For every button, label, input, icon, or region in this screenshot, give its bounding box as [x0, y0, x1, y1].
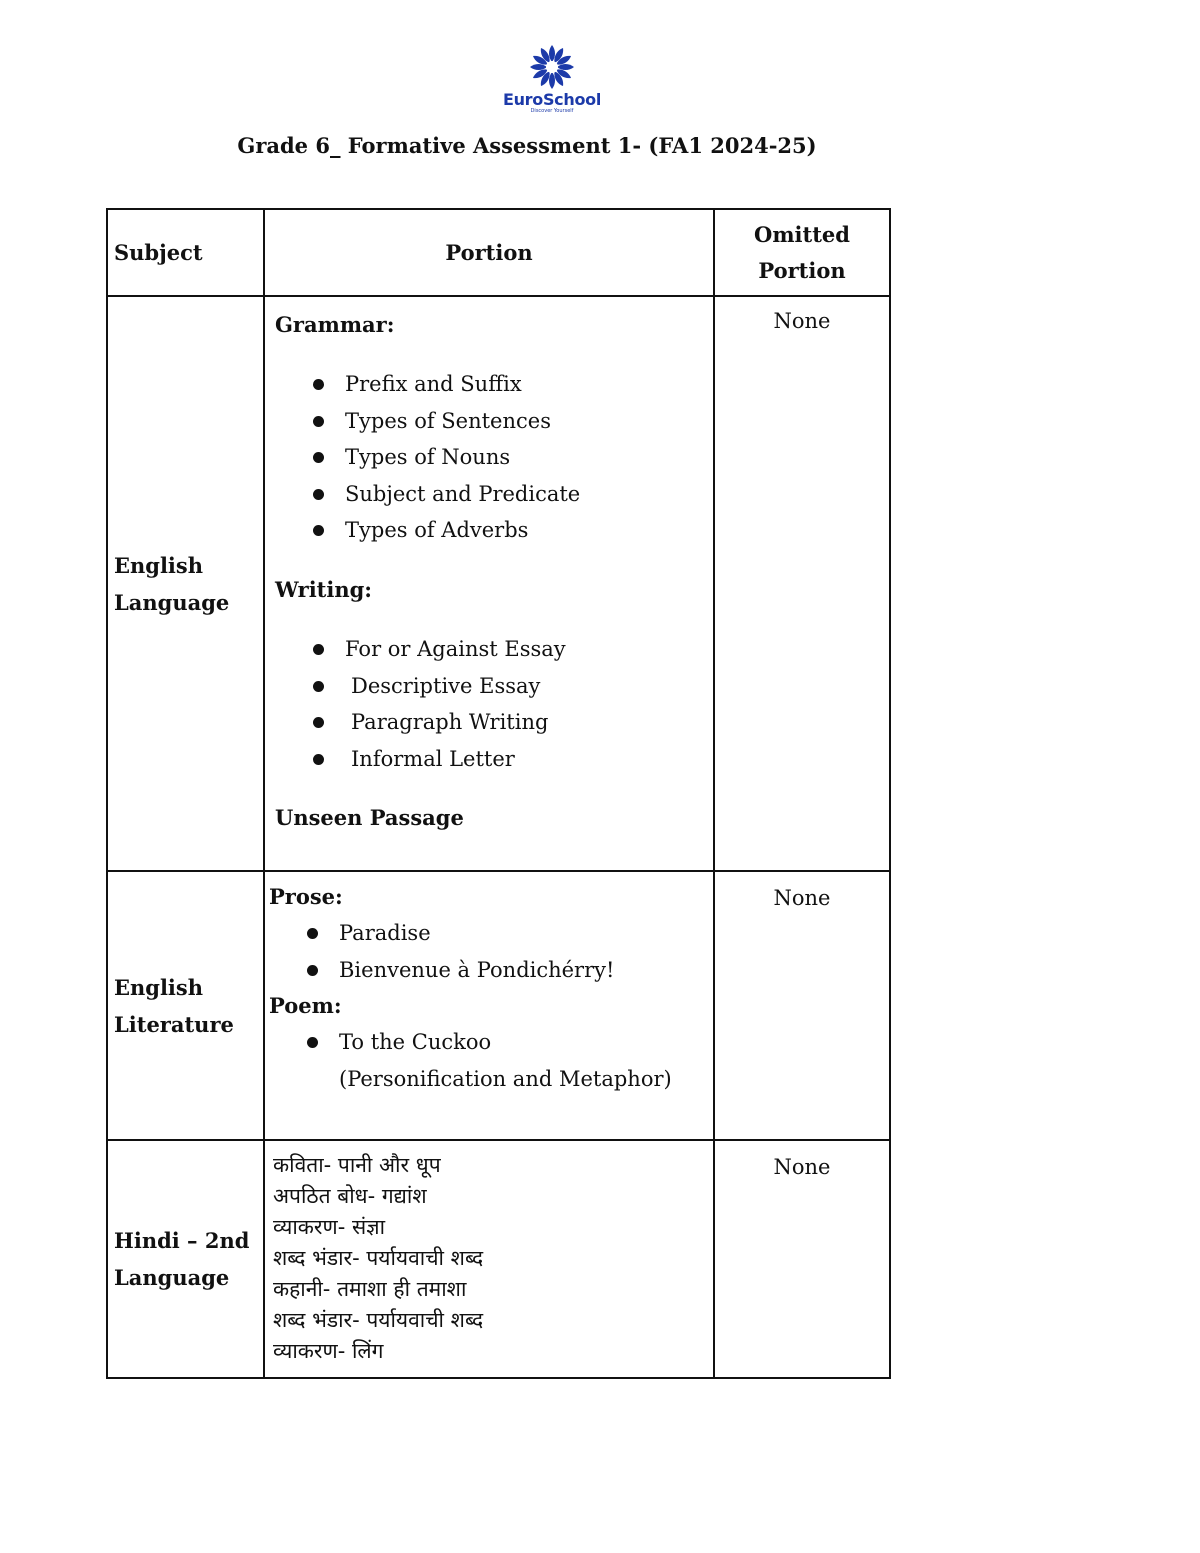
- portion-table: [106, 208, 891, 1379]
- hindi-line: शब्द भंडार- पर्यायवाची शब्द: [273, 1308, 484, 1332]
- subject-english-literature: English Literature: [107, 871, 264, 1140]
- list-item: Types of Sentences: [275, 403, 713, 440]
- list-item: Paradise: [269, 915, 713, 952]
- subject-hindi: Hindi – 2nd Language: [107, 1140, 264, 1378]
- portion-english-literature: [264, 871, 714, 1140]
- header-subject: Subject: [107, 209, 264, 296]
- poem-note: (Personification and Metaphor): [339, 1066, 672, 1091]
- header-omitted-portion: Omitted Portion: [714, 209, 890, 296]
- list-item: Paragraph Writing: [275, 704, 713, 741]
- list-item: Subject and Predicate: [275, 476, 713, 513]
- list-item: Prefix and Suffix: [275, 366, 713, 403]
- writing-heading: Writing:: [275, 576, 373, 602]
- prose-list: [269, 915, 713, 988]
- portion-hindi: [264, 1140, 714, 1378]
- list-item: To the Cuckoo: [269, 1024, 713, 1061]
- poem-list: [269, 1024, 713, 1061]
- list-item: Types of Nouns: [275, 439, 713, 476]
- list-item: Bienvenue à Pondichérry!: [269, 952, 713, 989]
- omitted-english-language: None: [714, 296, 890, 871]
- subject-english-language: English Language: [107, 296, 264, 871]
- list-item: Informal Letter: [275, 741, 713, 778]
- unseen-passage-heading: Unseen Passage: [275, 805, 464, 831]
- hindi-line: शब्द भंडार- पर्यायवाची शब्द: [273, 1246, 484, 1270]
- table-row-english-literature: [107, 871, 890, 1140]
- hindi-line: कहानी- तमाशा ही तमाशा: [273, 1277, 467, 1301]
- header-portion: Portion: [264, 209, 714, 296]
- hindi-line: व्याकरण- संज्ञा: [273, 1215, 386, 1239]
- portion-english-language: [264, 296, 714, 871]
- hindi-line: अपठित बोध- गद्यांश: [273, 1184, 427, 1208]
- table-row-hindi: [107, 1140, 890, 1378]
- hindi-line: कविता- पानी और धूप: [273, 1153, 441, 1177]
- school-logo: [500, 44, 604, 122]
- poem-heading: Poem:: [269, 993, 342, 1019]
- omitted-english-literature: None: [714, 871, 890, 1140]
- logo-name: EuroSchool: [502, 90, 602, 109]
- writing-list: [275, 631, 713, 777]
- flower-logo-icon: [527, 44, 577, 90]
- list-item: Types of Adverbs: [275, 512, 713, 549]
- logo-tagline: Discover Yourself: [530, 108, 574, 114]
- omitted-hindi: None: [714, 1140, 890, 1378]
- list-item: Descriptive Essay: [275, 668, 713, 705]
- hindi-lines: [265, 1141, 713, 1367]
- document-title: Grade 6_ Formative Assessment 1- (FA1 2024-25): [237, 133, 817, 158]
- table-row-english-language: [107, 296, 890, 871]
- prose-heading: Prose:: [269, 884, 343, 909]
- hindi-line: व्याकरण- लिंग: [273, 1339, 384, 1363]
- table-header-row: [107, 209, 890, 296]
- grammar-list: [275, 366, 713, 549]
- list-item: For or Against Essay: [275, 631, 713, 668]
- grammar-heading: Grammar:: [275, 312, 395, 337]
